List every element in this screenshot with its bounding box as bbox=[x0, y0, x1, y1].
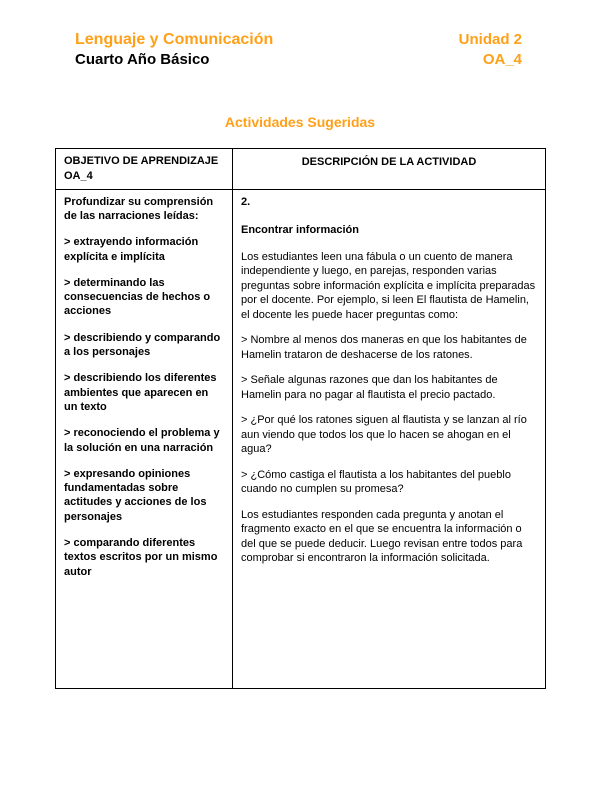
activity-paragraph: Los estudiantes responden cada pregunta y anotan el fragmento exacto en el que se encuentra la información o del que se puede deducir. Luego revisan entre todos para comprobar si encontraron la información solicitada. bbox=[241, 508, 523, 565]
activity-cell bbox=[233, 189, 546, 688]
activity-paragraph: > ¿Por qué los ratones siguen al flautista y se lanzan al río aun viendo que todos los que lo hacen se ahogan en el agua? bbox=[241, 414, 527, 456]
header-row-1 bbox=[75, 30, 522, 50]
activity-paragraph: > ¿Cómo castiga el flautista a los habitantes del pueblo cuando no cumplen su promesa? bbox=[241, 468, 511, 496]
document-header bbox=[75, 30, 522, 70]
grade-label: Cuarto Año Básico bbox=[75, 51, 210, 68]
objective-item: > describiendo los diferentes ambientes que aparecen en un texto bbox=[64, 372, 217, 413]
subject-title: Lenguaje y Comunicación bbox=[75, 31, 274, 48]
objective-item: > comparando diferentes textos escritos por un mismo autor bbox=[64, 537, 218, 578]
activity-number: 2. bbox=[241, 195, 251, 208]
activity-title: Encontrar información bbox=[241, 224, 359, 237]
unit-label: Unidad 2 bbox=[458, 31, 522, 48]
header-row-2 bbox=[75, 50, 522, 70]
page-title: Actividades Sugeridas bbox=[224, 114, 376, 130]
objective-item: > reconociendo el problema y la solución en una narración bbox=[64, 427, 220, 454]
oa-label: OA_4 bbox=[482, 51, 522, 68]
table-body-row bbox=[56, 189, 546, 688]
objective-cell bbox=[56, 189, 233, 688]
activity-paragraph: > Nombre al menos dos maneras en que los habitantes de Hamelin trataron de deshacerse de los ratones. bbox=[241, 334, 527, 361]
objective-item: > determinando las consecuencias de hechos o acciones bbox=[64, 276, 211, 318]
activity-paragraph: Los estudiantes leen una fábula o un cuento de manera independiente y luego, en parejas, responden varias preguntas sobre información explícita e implícita preparadas por el docente. Por ejemplo, si leen El flautista de Hamelin, el docente les puede hacer preguntas como: bbox=[241, 250, 536, 321]
objective-intro: Profundizar su comprensión de las narraciones leídas: bbox=[64, 195, 214, 222]
objective-item: > extrayendo información explícita e implícita bbox=[64, 236, 199, 263]
description-column-header: DESCRIPCIÓN DE LA ACTIVIDAD bbox=[233, 149, 546, 190]
activity-paragraph: > Señale algunas razones que dan los habitantes de Hamelin para no pagar al flautista el precio pactado. bbox=[241, 374, 498, 401]
objective-item: > describiendo y comparando a los personajes bbox=[64, 331, 221, 359]
table-header-row bbox=[56, 149, 546, 190]
objective-column-header: OBJETIVO DE APRENDIZAJE OA_4 bbox=[56, 149, 233, 190]
objective-item: > expresando opiniones fundamentadas sobre actitudes y acciones de los personajes bbox=[64, 467, 207, 523]
activity-table bbox=[55, 148, 546, 689]
